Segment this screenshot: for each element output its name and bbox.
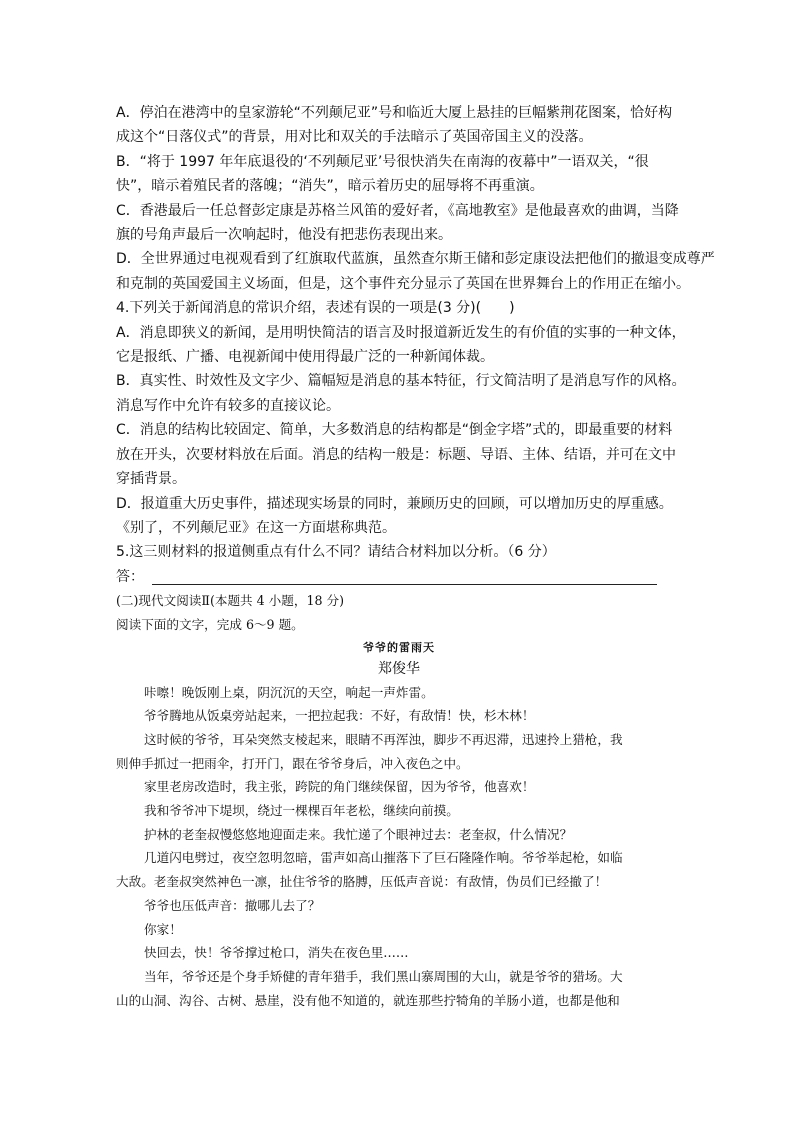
question-4-stem: 4.下列关于新闻消息的常识介绍，表述有误的一项是(3 分)( ) (116, 300, 515, 317)
story-paragraph: 这时候的爷爷，耳朵突然支棱起来，眼睛不再浑浊，脚步不再迟滞，迅速拎上猎枪，我 (144, 731, 623, 747)
q4-option-c-line-2: 放在开头，次要材料放在后面。消息的结构一般是：标题、导语、主体、结语，并可在文中 (116, 446, 676, 463)
q4-option-a-line-2: 它是报纸、广播、电视新闻中使用得最广泛的一种新闻体裁。 (116, 349, 494, 366)
answer-label: 答： (116, 568, 144, 585)
option-c-line-2: 旗的号角声最后一次响起时，他没有把悲伤表现出来。 (116, 227, 452, 244)
story-paragraph-continued: 则伸手抓过一把雨伞，打开门，跟在爷爷身后，冲入夜色之中。 (116, 755, 469, 771)
story-paragraph-continued: 大敌。老奎叔突然神色一凛，扯住爷爷的胳膊，压低声音说：有敌情，伪员们已经撤了！ (116, 874, 608, 890)
option-a-line-2: 成这个“日落仪式”的背景，用对比和双关的手法暗示了英国帝国主义的没落。 (116, 129, 593, 146)
question-3-options (116, 101, 715, 296)
option-b-line-2: 快”，暗示着殖民者的落魄；“消失”，暗示着历史的屈辱将不再重演。 (116, 178, 544, 195)
option-c-line-1: C．香港最后一任总督彭定康是苏格兰风笛的爱好者，《高地教室》是他最喜欢的曲调，当降 (116, 202, 679, 219)
answer-row (116, 565, 682, 589)
question-5-stem: 5.这三则材料的报道侧重点有什么不同？请结合材料加以分析。（6 分） (116, 544, 556, 561)
option-d-line-1: D．全世界通过电视观看到了红旗取代蓝旗，虽然查尔斯王储和彭定康设法把他们的撤退变成尊严 (116, 251, 715, 268)
q4-option-c-line-1: C．消息的结构比较固定、简单，大多数消息的结构都是“倒金字塔”式的，即最重要的材料 (116, 422, 673, 439)
story-paragraph: 家里老房改造时，我主张，跨院的角门继续保留，因为爷爷，他喜欢！ (144, 779, 535, 795)
q4-option-d-line-1: D．报道重大历史事件，描述现实场景的同时，兼顾历史的回顾，可以增加历史的厚重感。 (116, 495, 673, 512)
answer-line[interactable] (152, 568, 657, 585)
story-paragraph: 你家！ (144, 921, 182, 937)
story-paragraph: 当年，爷爷还是个身手矫健的青年猎手，我们黑山寨周围的大山，就是爷爷的猎场。大 (144, 968, 623, 984)
option-b-line-1: B．“将于 1997 年年底退役的‘不列颠尼亚’号很快消失在南海的夜幕中”一语双关，“很 (116, 153, 649, 170)
section-instruction: 阅读下面的文字，完成 6～9 题。 (116, 616, 304, 632)
q4-option-b-line-2: 消息写作中允许有较多的直接议论。 (116, 397, 340, 414)
section-2 (116, 589, 682, 636)
section-heading: (二)现代文阅读Ⅱ(本题共 4 小题，18 分) (116, 593, 344, 609)
story-paragraph: 咔嚓！晚饭刚上桌，阴沉沉的天空，响起一声炸雷。 (144, 684, 434, 700)
story-paragraph: 快回去，快！爷爷撑过枪口，消失在夜色里…… (144, 945, 409, 961)
story-author: 郑俊华 (378, 660, 420, 677)
question-4 (116, 296, 686, 540)
story-title: 爷爷的雷雨天 (363, 640, 435, 654)
q4-option-c-line-3: 穿插背景。 (116, 471, 186, 488)
page-content (116, 101, 715, 1012)
q4-option-b-line-1: B．真实性、时效性及文字少、篇幅短是消息的基本特征，行文简洁明了是消息写作的风格。 (116, 373, 686, 390)
story-paragraph-continued: 山的山洞、沟谷、古树、悬崖，没有他不知道的，就连那些拧犄角的羊肠小道，也都是他和 (116, 992, 620, 1008)
story-paragraph: 几道闪电劈过，夜空忽明忽暗，雷声如高山摧落下了巨石隆隆作响。爷爷举起枪，如临 (144, 850, 623, 866)
story-paragraph: 爷爷也压低声音：撤哪儿去了？ (144, 897, 321, 913)
story-paragraph: 爷爷腾地从饭桌旁站起来，一把拉起我：不好，有敌情！快，杉木林！ (144, 708, 535, 724)
option-d-line-2: 和克制的英国爱国主义场面，但是，这个事件充分显示了英国在世界舞台上的作用正在缩小。 (116, 275, 690, 292)
story-paragraph: 护林的老奎叔慢悠悠地迎面走来。我忙递了个眼神过去：老奎叔，什么情况？ (144, 826, 573, 842)
option-a-line-1: A．停泊在港湾中的皇家游轮“不列颠尼亚”号和临近大厦上悬挂的巨幅紫荆花图案，恰好构 (116, 105, 673, 121)
question-5 (116, 540, 682, 589)
story-body (116, 681, 682, 1013)
story-paragraph: 我和爷爷冲下堤坝，绕过一棵棵百年老松，继续向前摸。 (144, 803, 459, 819)
q4-option-a-line-1: A．消息即狭义的新闻，是用明快简洁的语言及时报道新近发生的有价值的实事的一种文体， (116, 324, 686, 341)
q4-option-d-line-2: 《别了，不列颠尼亚》在这一方面堪称典范。 (116, 519, 396, 536)
